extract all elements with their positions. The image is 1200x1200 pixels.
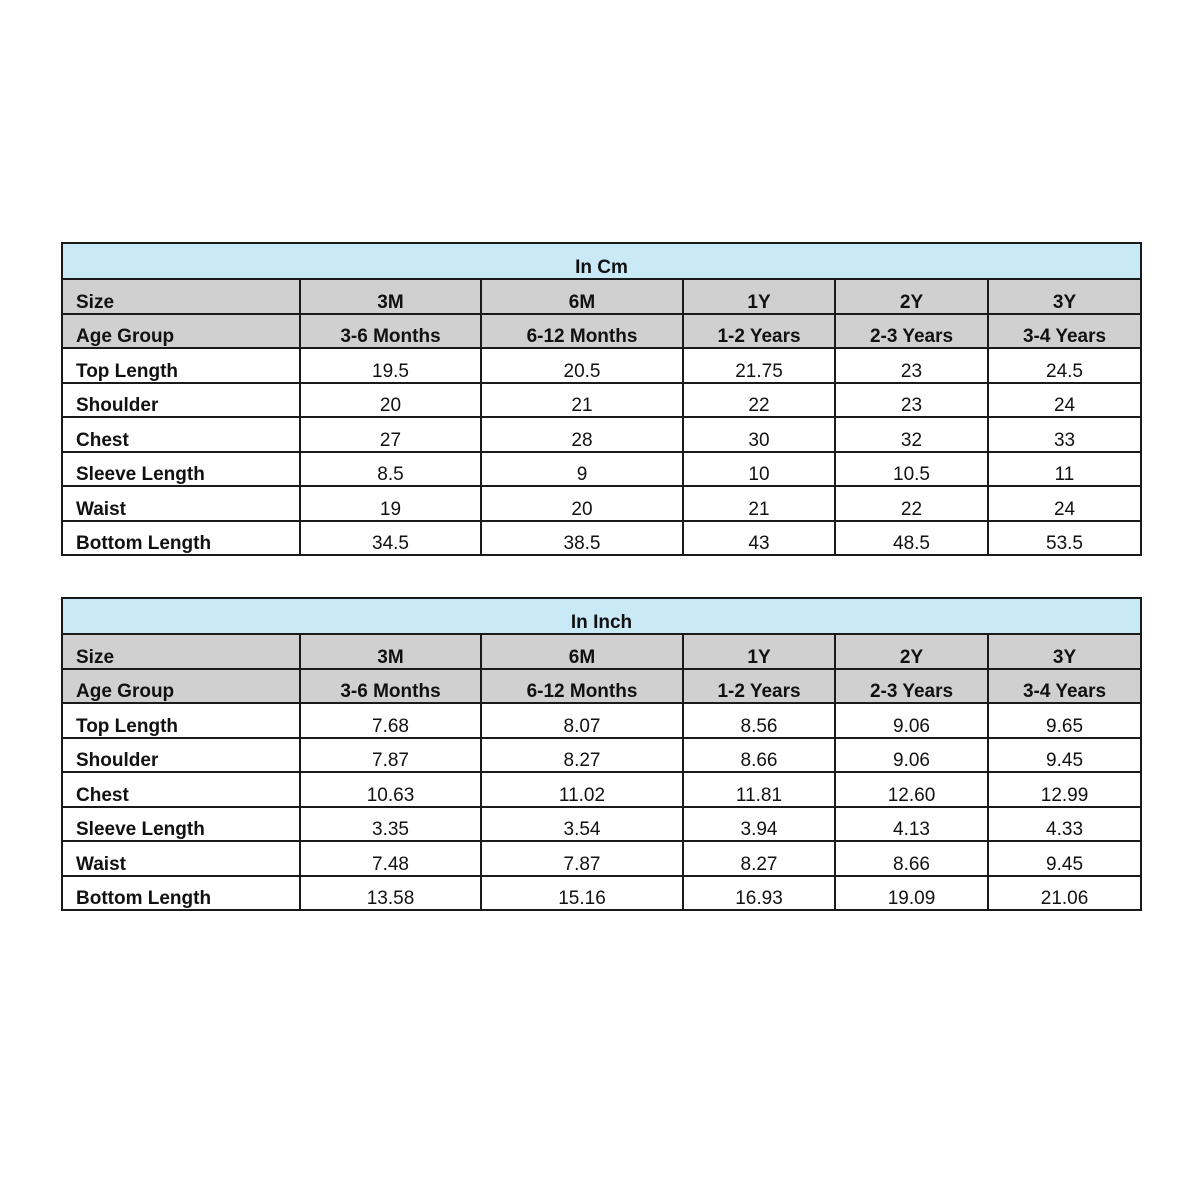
table-cell: 8.5	[300, 452, 481, 487]
table-cell: 10.5	[835, 452, 988, 487]
table-cell: 15.16	[481, 876, 683, 911]
size-header-cell: 2Y	[835, 634, 988, 669]
table-cell: 8.27	[481, 738, 683, 773]
table-cell: 9.65	[988, 703, 1141, 738]
table-cell: 16.93	[683, 876, 835, 911]
table-cell: 20.5	[481, 348, 683, 383]
table-cell: 12.60	[835, 772, 988, 807]
age-group-row	[62, 669, 1141, 704]
table-cell: 32	[835, 417, 988, 452]
table-cell: 19.5	[300, 348, 481, 383]
row-label: Shoulder	[62, 738, 300, 773]
table-cell: 11.81	[683, 772, 835, 807]
table-cell: 8.27	[683, 841, 835, 876]
table-row	[62, 452, 1141, 487]
table-cell: 34.5	[300, 521, 481, 556]
table-cell: 9.06	[835, 738, 988, 773]
table-title: In Cm	[62, 243, 1141, 279]
row-label: Sleeve Length	[62, 452, 300, 487]
row-label: Bottom Length	[62, 876, 300, 911]
row-label: Chest	[62, 772, 300, 807]
row-label: Bottom Length	[62, 521, 300, 556]
table-cell: 48.5	[835, 521, 988, 556]
table-cell: 20	[481, 486, 683, 521]
table-cell: 11.02	[481, 772, 683, 807]
table-cell: 28	[481, 417, 683, 452]
row-label: Waist	[62, 486, 300, 521]
size-header-cell: 6M	[481, 634, 683, 669]
table-cell: 9.45	[988, 841, 1141, 876]
table-cell: 11	[988, 452, 1141, 487]
size-header-cell: 3Y	[988, 634, 1141, 669]
size-header-cell: 1Y	[683, 634, 835, 669]
age-group-row	[62, 314, 1141, 349]
table-cell: 10	[683, 452, 835, 487]
table-row	[62, 772, 1141, 807]
table-cell: 22	[683, 383, 835, 418]
age-group-cell: 2-3 Years	[835, 669, 988, 704]
table-cell: 4.33	[988, 807, 1141, 842]
table-cell: 8.56	[683, 703, 835, 738]
size-header-cell: 2Y	[835, 279, 988, 314]
table-cell: 3.54	[481, 807, 683, 842]
age-group-cell: 6-12 Months	[481, 314, 683, 349]
table-cell: 7.87	[300, 738, 481, 773]
age-group-cell: 1-2 Years	[683, 314, 835, 349]
table-cell: 23	[835, 348, 988, 383]
size-header-cell: 1Y	[683, 279, 835, 314]
table-cell: 24	[988, 383, 1141, 418]
size-header-cell: 3M	[300, 634, 481, 669]
table-cell: 13.58	[300, 876, 481, 911]
size-header-row	[62, 279, 1141, 314]
table-cell: 3.35	[300, 807, 481, 842]
table-cell: 53.5	[988, 521, 1141, 556]
table-cell: 12.99	[988, 772, 1141, 807]
table-cell: 23	[835, 383, 988, 418]
size-header-label: Size	[62, 634, 300, 669]
table-row	[62, 486, 1141, 521]
size-header-cell: 6M	[481, 279, 683, 314]
table-cell: 21.06	[988, 876, 1141, 911]
table-cell: 9	[481, 452, 683, 487]
table-title-row	[62, 598, 1141, 634]
table-cell: 21	[683, 486, 835, 521]
table-cell: 10.63	[300, 772, 481, 807]
table-cell: 21	[481, 383, 683, 418]
table-cell: 9.06	[835, 703, 988, 738]
row-label: Chest	[62, 417, 300, 452]
age-group-cell: 3-6 Months	[300, 314, 481, 349]
age-group-cell: 3-4 Years	[988, 314, 1141, 349]
table-row	[62, 876, 1141, 911]
table-cell: 22	[835, 486, 988, 521]
table-row	[62, 703, 1141, 738]
row-label: Sleeve Length	[62, 807, 300, 842]
size-header-cell: 3M	[300, 279, 481, 314]
age-group-cell: 1-2 Years	[683, 669, 835, 704]
row-label: Waist	[62, 841, 300, 876]
size-header-label: Size	[62, 279, 300, 314]
table-row	[62, 383, 1141, 418]
table-cell: 3.94	[683, 807, 835, 842]
row-label: Shoulder	[62, 383, 300, 418]
table-cell: 8.66	[835, 841, 988, 876]
table-cell: 7.48	[300, 841, 481, 876]
table-cell: 9.45	[988, 738, 1141, 773]
table-title-row	[62, 243, 1141, 279]
table-row	[62, 417, 1141, 452]
table-row	[62, 807, 1141, 842]
table-cell: 30	[683, 417, 835, 452]
age-group-label: Age Group	[62, 314, 300, 349]
table-cell: 8.66	[683, 738, 835, 773]
table-row	[62, 738, 1141, 773]
table-cell: 7.87	[481, 841, 683, 876]
table-cell: 24	[988, 486, 1141, 521]
table-cell: 19	[300, 486, 481, 521]
table-cell: 43	[683, 521, 835, 556]
table-cell: 21.75	[683, 348, 835, 383]
table-cell: 20	[300, 383, 481, 418]
table-cell: 27	[300, 417, 481, 452]
size-table-inch	[61, 597, 1142, 911]
table-row	[62, 348, 1141, 383]
table-title: In Inch	[62, 598, 1141, 634]
table-cell: 24.5	[988, 348, 1141, 383]
table-cell: 8.07	[481, 703, 683, 738]
table-cell: 4.13	[835, 807, 988, 842]
age-group-cell: 3-6 Months	[300, 669, 481, 704]
table-cell: 33	[988, 417, 1141, 452]
row-label: Top Length	[62, 348, 300, 383]
size-header-cell: 3Y	[988, 279, 1141, 314]
table-row	[62, 521, 1141, 556]
age-group-cell: 6-12 Months	[481, 669, 683, 704]
size-header-row	[62, 634, 1141, 669]
table-cell: 19.09	[835, 876, 988, 911]
row-label: Top Length	[62, 703, 300, 738]
age-group-cell: 3-4 Years	[988, 669, 1141, 704]
table-cell: 7.68	[300, 703, 481, 738]
table-cell: 38.5	[481, 521, 683, 556]
age-group-cell: 2-3 Years	[835, 314, 988, 349]
size-table-cm	[61, 242, 1142, 556]
table-row	[62, 841, 1141, 876]
age-group-label: Age Group	[62, 669, 300, 704]
